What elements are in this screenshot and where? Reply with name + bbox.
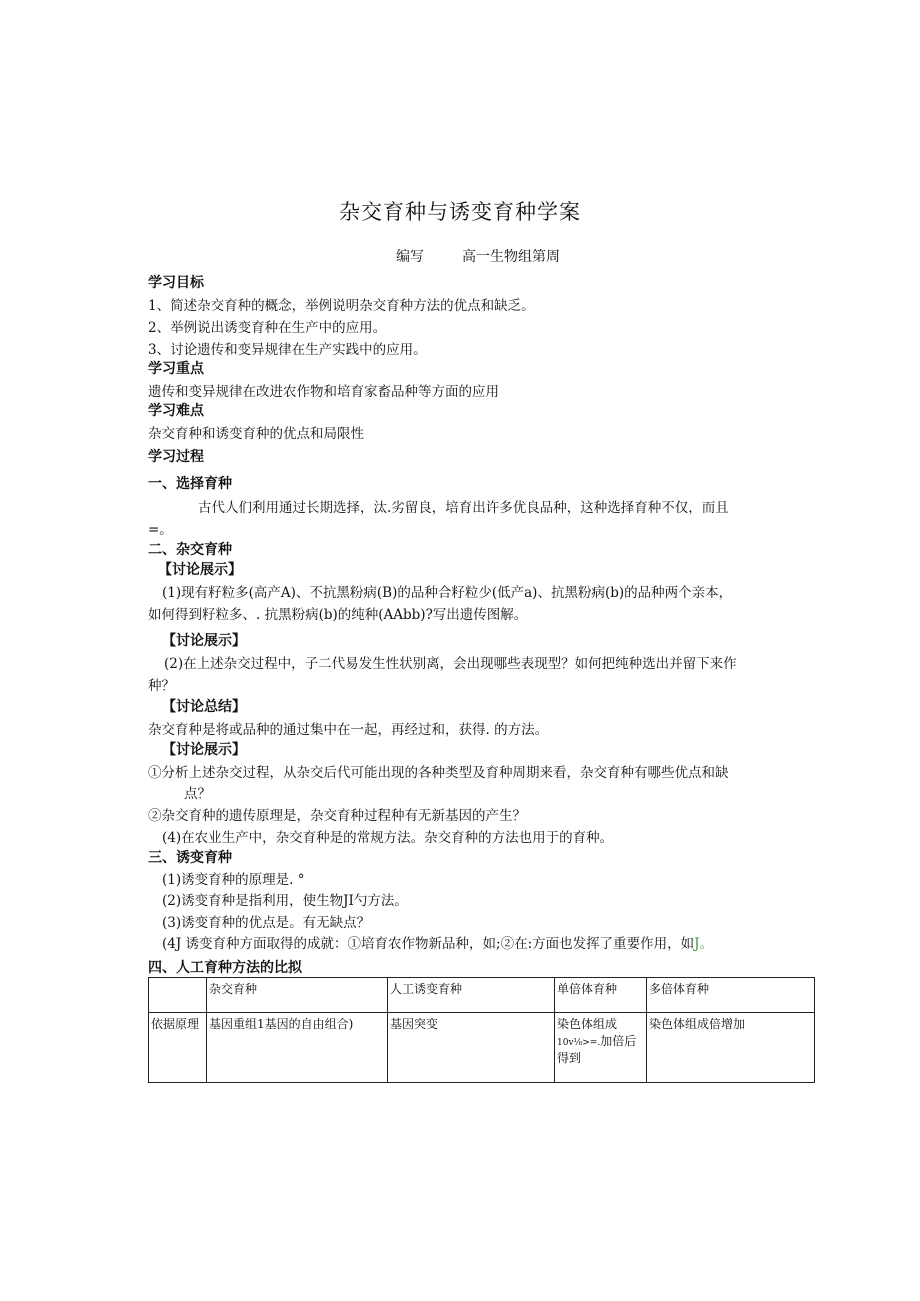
table-cell	[149, 978, 207, 1013]
table-cell	[555, 1013, 647, 1083]
comparison-table	[148, 977, 815, 1083]
section-1-line: =。	[148, 522, 173, 538]
goal-item: 2、举例说出诱变育种在生产中的应用。	[148, 320, 387, 336]
mutation-tail: J。	[694, 936, 714, 952]
table-row	[149, 1013, 815, 1083]
question-1-line: 如何得到籽粒多、. 抗黑粉病(b)的纯种(AAbb)?写出遗传图解。	[148, 607, 528, 623]
mutation-achievements: (4J 诱变育种方面取得的成就：①培育农作物新品种，如;②在:方面也发挥了重要作用，如	[162, 936, 695, 952]
difficulty-text: 杂交育种和诱变育种的优点和局限性	[148, 426, 364, 442]
goals-heading: 学习目标	[148, 275, 204, 291]
section-4-heading: 四、人工育种方法的比拟	[148, 960, 302, 976]
table-cell: 染色体组成倍增加	[647, 1013, 815, 1083]
section-1-heading: 一、选择育种	[148, 476, 232, 492]
goal-item: 1、简述杂交育种的概念，举例说明杂交育种方法的优点和缺乏。	[148, 298, 535, 314]
question-1-line: (1)现有籽粒多(高产A)、不抗黑粉病(B)的品种合籽粒少(低产a)、抗黑粉病(b)的品种两个亲本，	[162, 585, 733, 601]
table-header-row	[149, 978, 815, 1013]
table-cell: 基因突变	[388, 1013, 555, 1083]
point-2: ②杂交育种的遗传原理是，杂交育种过程种有无新基因的产生？	[148, 808, 526, 824]
process-heading: 学习过程	[148, 449, 204, 465]
table-row-label: 依据原理	[149, 1013, 207, 1083]
table-cell: 多倍体育种	[647, 978, 815, 1013]
section-1-line: 古代人们利用通过长期选择，汰.劣留良，培育出许多优良品种，这种选择育种不仅，而且	[198, 500, 729, 516]
summary-text: 杂交育种是将或品种的通过集中在一起，再经过和，获得. 的方法。	[148, 722, 549, 738]
discussion-tag: 【讨论展示】	[162, 633, 246, 649]
summary-tag: 【讨论总结】	[162, 699, 246, 715]
goal-item: 3、讨论遗传和变异规律在生产实践中的应用。	[148, 342, 427, 358]
point-1-line: ①分析上述杂交过程，从杂交后代可能出现的各种类型及育种周期来看，杂交育种有哪些优点和缺	[148, 765, 729, 781]
haploid-doubling: 加倍后得到	[557, 1034, 637, 1065]
mutation-question: (2)诱变育种是指利用，使生物JI勺方法。	[162, 893, 408, 909]
mutation-question: (3)诱变育种的优点是。有无缺点？	[162, 915, 371, 931]
haploid-note: 10v⅛>=.	[557, 1038, 601, 1048]
mutation-question: (1)诱变育种的原理是. °	[162, 872, 305, 888]
discussion-tag: 【讨论展示】	[158, 562, 242, 578]
section-2-heading: 二、杂交育种	[148, 542, 232, 558]
point-1-line: 点？	[184, 786, 211, 802]
author-label: 编写	[396, 249, 424, 265]
focus-heading: 学习重点	[148, 361, 204, 377]
table-cell: 单倍体育种	[555, 978, 647, 1013]
question-2-line: 种？	[148, 678, 175, 694]
table-cell: 人工诱变育种	[388, 978, 555, 1013]
author-value: 高一生物组第周	[462, 249, 560, 265]
discussion-tag: 【讨论展示】	[162, 742, 246, 758]
haploid-principle: 染色体组成	[557, 1017, 618, 1031]
focus-text: 遗传和变异规律在改进农作物和培育家畜品种等方面的应用	[148, 384, 499, 400]
doc-title: 杂交育种与诱变育种学案	[339, 200, 581, 224]
section-3-heading: 三、诱变育种	[148, 850, 232, 866]
table-cell: 基因重组1基因的自由组合)	[207, 1013, 388, 1083]
difficulty-heading: 学习难点	[148, 403, 204, 419]
table-cell: 杂交育种	[207, 978, 388, 1013]
mutation-question	[162, 932, 713, 952]
question-2-line: (2)在上述杂交过程中，子二代易发生性状别离，会出现哪些表现型？如何把纯种选出并留下来作	[164, 656, 737, 672]
question-4: (4)在农业生产中，杂交育种是的常规方法。杂交育种的方法也用于的育种。	[162, 830, 614, 846]
